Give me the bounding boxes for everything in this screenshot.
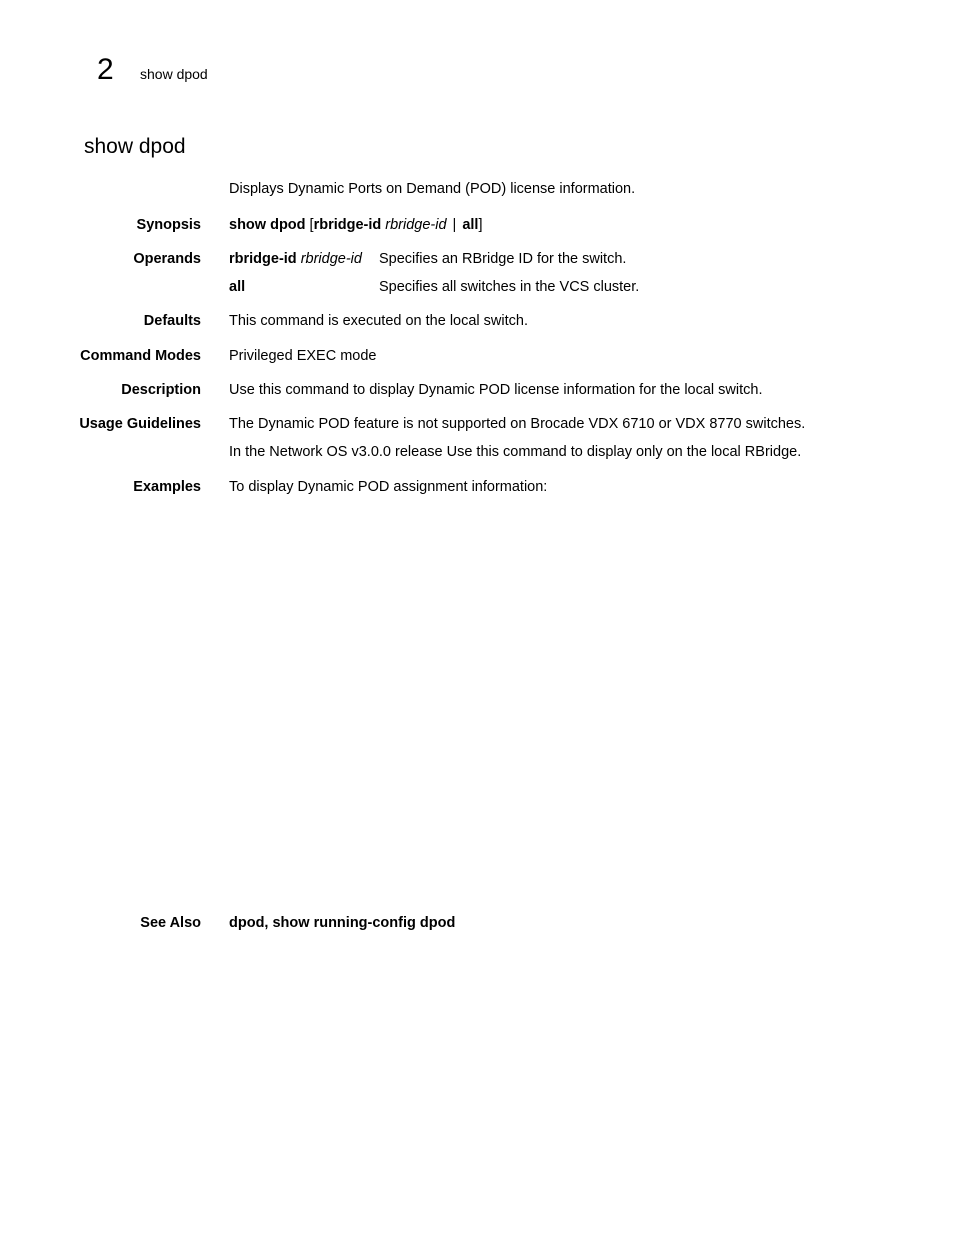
synopsis-pipe: | [452,217,457,233]
synopsis-close-bracket: ] [478,217,483,233]
running-header-title: show dpod [140,66,208,82]
operand-term [229,278,245,296]
operand-description: Specifies all switches in the VCS cluster. [379,279,640,295]
synopsis-open-bracket: [ [309,217,314,233]
synopsis-keyword-all: all [462,217,479,233]
see-also-label: See Also [140,915,201,931]
synopsis-label: Synopsis [136,217,201,233]
examples-text: To display Dynamic POD assignment information: [229,479,548,495]
operand-keyword: all [229,279,246,295]
synopsis-arg-rbridge: rbridge-id [385,217,447,233]
operand-description: Specifies an RBridge ID for the switch. [379,251,627,267]
synopsis-keyword-rbridge: rbridge-id [313,217,382,233]
description-label: Description [121,382,201,398]
command-modes-label: Command Modes [80,348,201,364]
usage-guidelines-label: Usage Guidelines [79,416,201,432]
operands-label: Operands [133,251,201,267]
operand-term [229,250,362,268]
synopsis-command: show dpod [229,217,306,233]
usage-guideline-line: In the Network OS v3.0.0 release Use this command to display only on the local RBridge. [229,444,802,460]
page-title: show dpod [84,135,186,158]
defaults-label: Defaults [143,313,201,329]
synopsis-text [229,216,482,234]
chapter-number: 2 [97,53,114,86]
usage-guideline-line: The Dynamic POD feature is not supported on Brocade VDX 6710 or VDX 8770 switches. [229,416,806,432]
see-also-links[interactable]: dpod, show running-config dpod [229,915,456,931]
command-summary: Displays Dynamic Ports on Demand (POD) license information. [229,181,636,197]
description-text: Use this command to display Dynamic POD license information for the local switch. [229,382,763,398]
command-modes-text: Privileged EXEC mode [229,348,377,364]
operand-keyword: rbridge-id [229,251,297,267]
operand-argument: rbridge-id [300,251,362,267]
defaults-text: This command is executed on the local switch. [229,313,528,329]
examples-label: Examples [133,479,201,495]
